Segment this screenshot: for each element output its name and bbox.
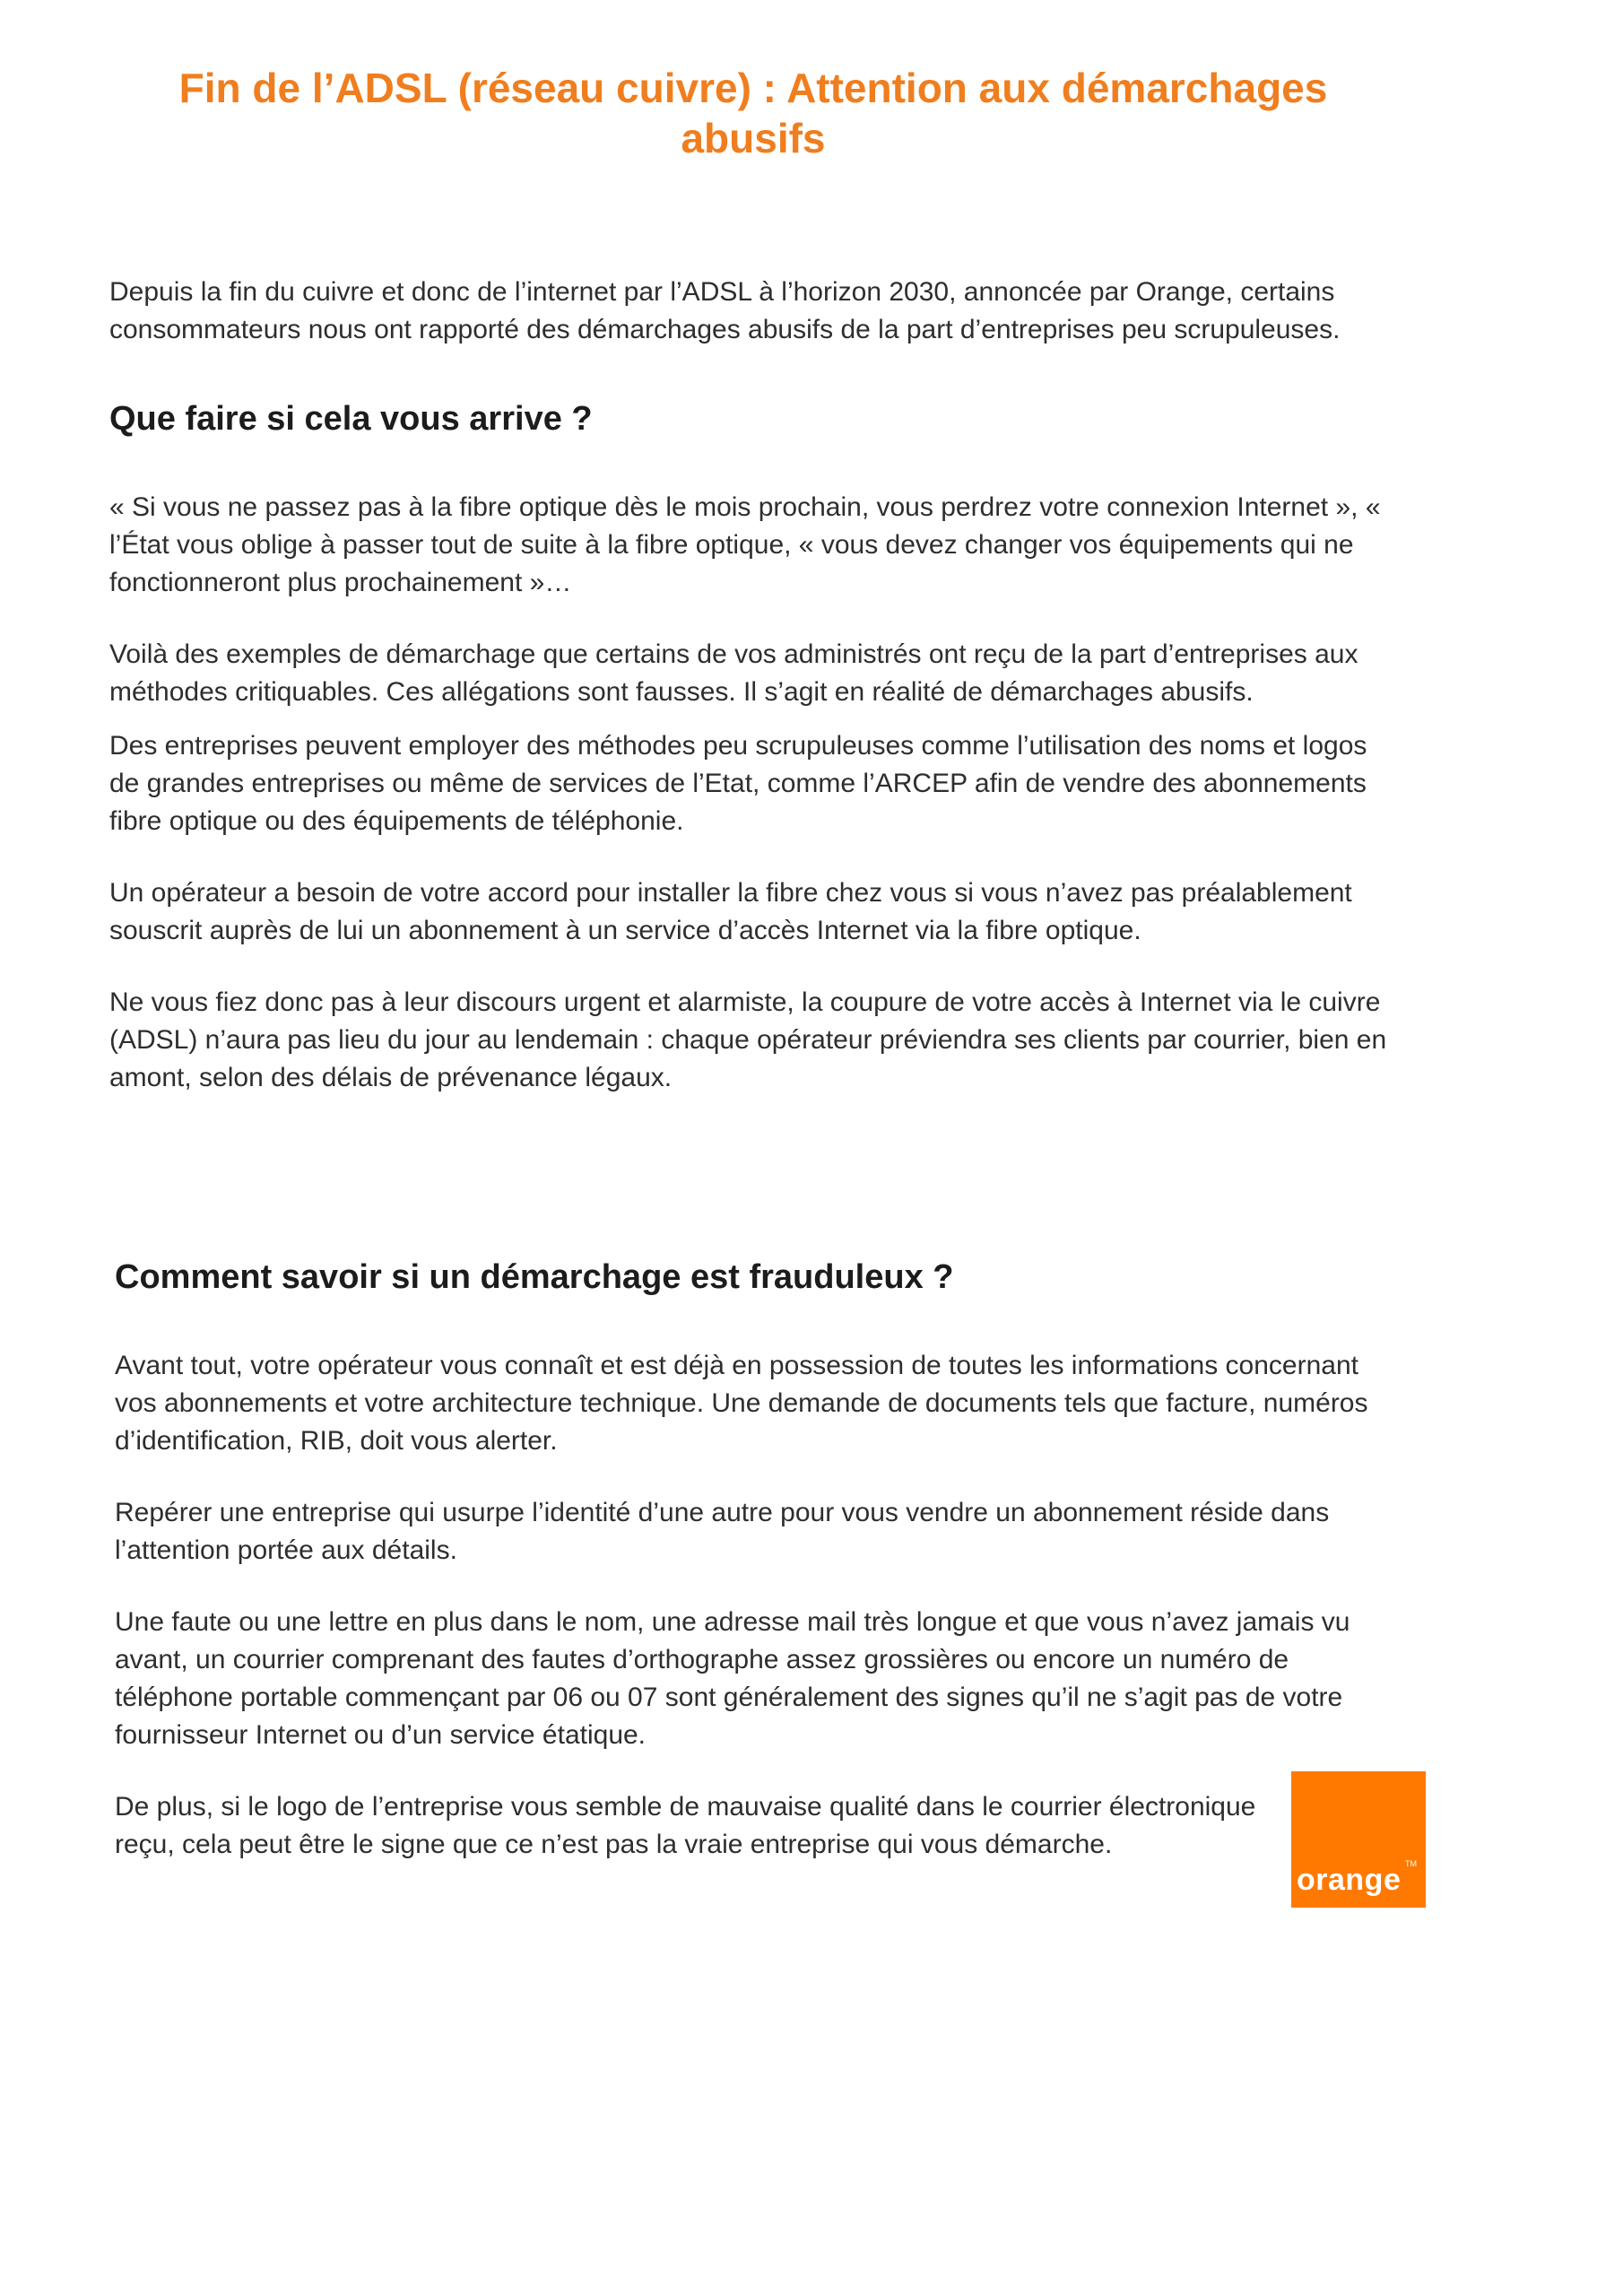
paragraph-accord: Un opérateur a besoin de votre accord pour installer la fibre chez vous si vous n’avez pas préalablement souscrit auprès de lui un abonnement à un service d’accès Internet via la fibre optique. xyxy=(109,878,1352,945)
intro-paragraph: Depuis la fin du cuivre et donc de l’internet par l’ADSL à l’horizon 2030, annoncée par Orange, certains consommateurs nous ont rapporté des démarchages abusifs de la part d’entreprises peu scrupuleuses. xyxy=(109,277,1341,344)
paragraph-operateur-connait: Avant tout, votre opérateur vous connaît et est déjà en possession de toutes les informations concernant vos abonnements et votre architecture technique. Une demande de documents tels que facture, numéros d’identification, RIB, doit vous alerter. xyxy=(115,1351,1368,1456)
paragraph-signes: Une faute ou une lettre en plus dans le nom, une adresse mail très longue et que vous n’avez jamais vu avant, un courrier comprenant des fautes d’orthographe assez grossières ou encore un numéro de téléphone portable commençant par 06 ou 07 sont généralement des signes qu’il ne s’agit pas de votre fournisseur Internet ou d’un service étatique. xyxy=(115,1607,1350,1750)
orange-logo xyxy=(1291,1771,1426,1908)
paragraph-quotes: « Si vous ne passez pas à la fibre optique dès le mois prochain, vous perdrez votre connexion Internet », « l’État vous oblige à passer tout de suite à la fibre optique, « vous devez changer vos équipements qui ne fonctionneront plus prochainement »… xyxy=(109,492,1381,597)
section-fraud-detection xyxy=(115,1256,1406,1864)
paragraph-logo-qualite: De plus, si le logo de l’entreprise vous semble de mauvaise qualité dans le courrier électronique reçu, cela peut être le signe que ce n’est pas la vraie entreprise qui vous démarche. xyxy=(115,1792,1256,1859)
paragraph-examples: Voilà des exemples de démarchage que certains de vos administrés ont reçu de la part d’entreprises aux méthodes critiquables. Ces allégations sont fausses. Il s’agit en réalité de démarchages abusifs. xyxy=(109,639,1358,707)
paragraph-reperer: Repérer une entreprise qui usurpe l’identité d’une autre pour vous vendre un abonnement réside dans l’attention portée aux détails. xyxy=(115,1498,1330,1565)
page-title: Fin de l’ADSL (réseau cuivre) : Attention aux démarchages abusifs xyxy=(178,65,1328,161)
orange-logo-wordmark: orange xyxy=(1297,1863,1402,1897)
section-heading-que-faire: Que faire si cela vous arrive ? xyxy=(109,400,593,438)
paragraph-discours: Ne vous fiez donc pas à leur discours urgent et alarmiste, la coupure de votre accès à Internet via le cuivre (ADSL) n’aura pas lieu du jour au lendemain : chaque opérateur préviendra ses clients par courrier, bien en amont, selon des délais de prévenance légaux. xyxy=(109,987,1387,1092)
section-heading-comment-savoir: Comment savoir si un démarchage est frauduleux ? xyxy=(115,1258,954,1296)
paragraph-methods: Des entreprises peuvent employer des méthodes peu scrupuleuses comme l’utilisation des noms et logos de grandes entreprises ou même de services de l’Etat, comme l’ARCEP afin de vendre des abonnements fibre optique ou des équipements de téléphonie. xyxy=(109,731,1367,836)
trademark-mark: TM xyxy=(1405,1859,1417,1868)
section-intro-and-advice xyxy=(109,274,1401,1097)
